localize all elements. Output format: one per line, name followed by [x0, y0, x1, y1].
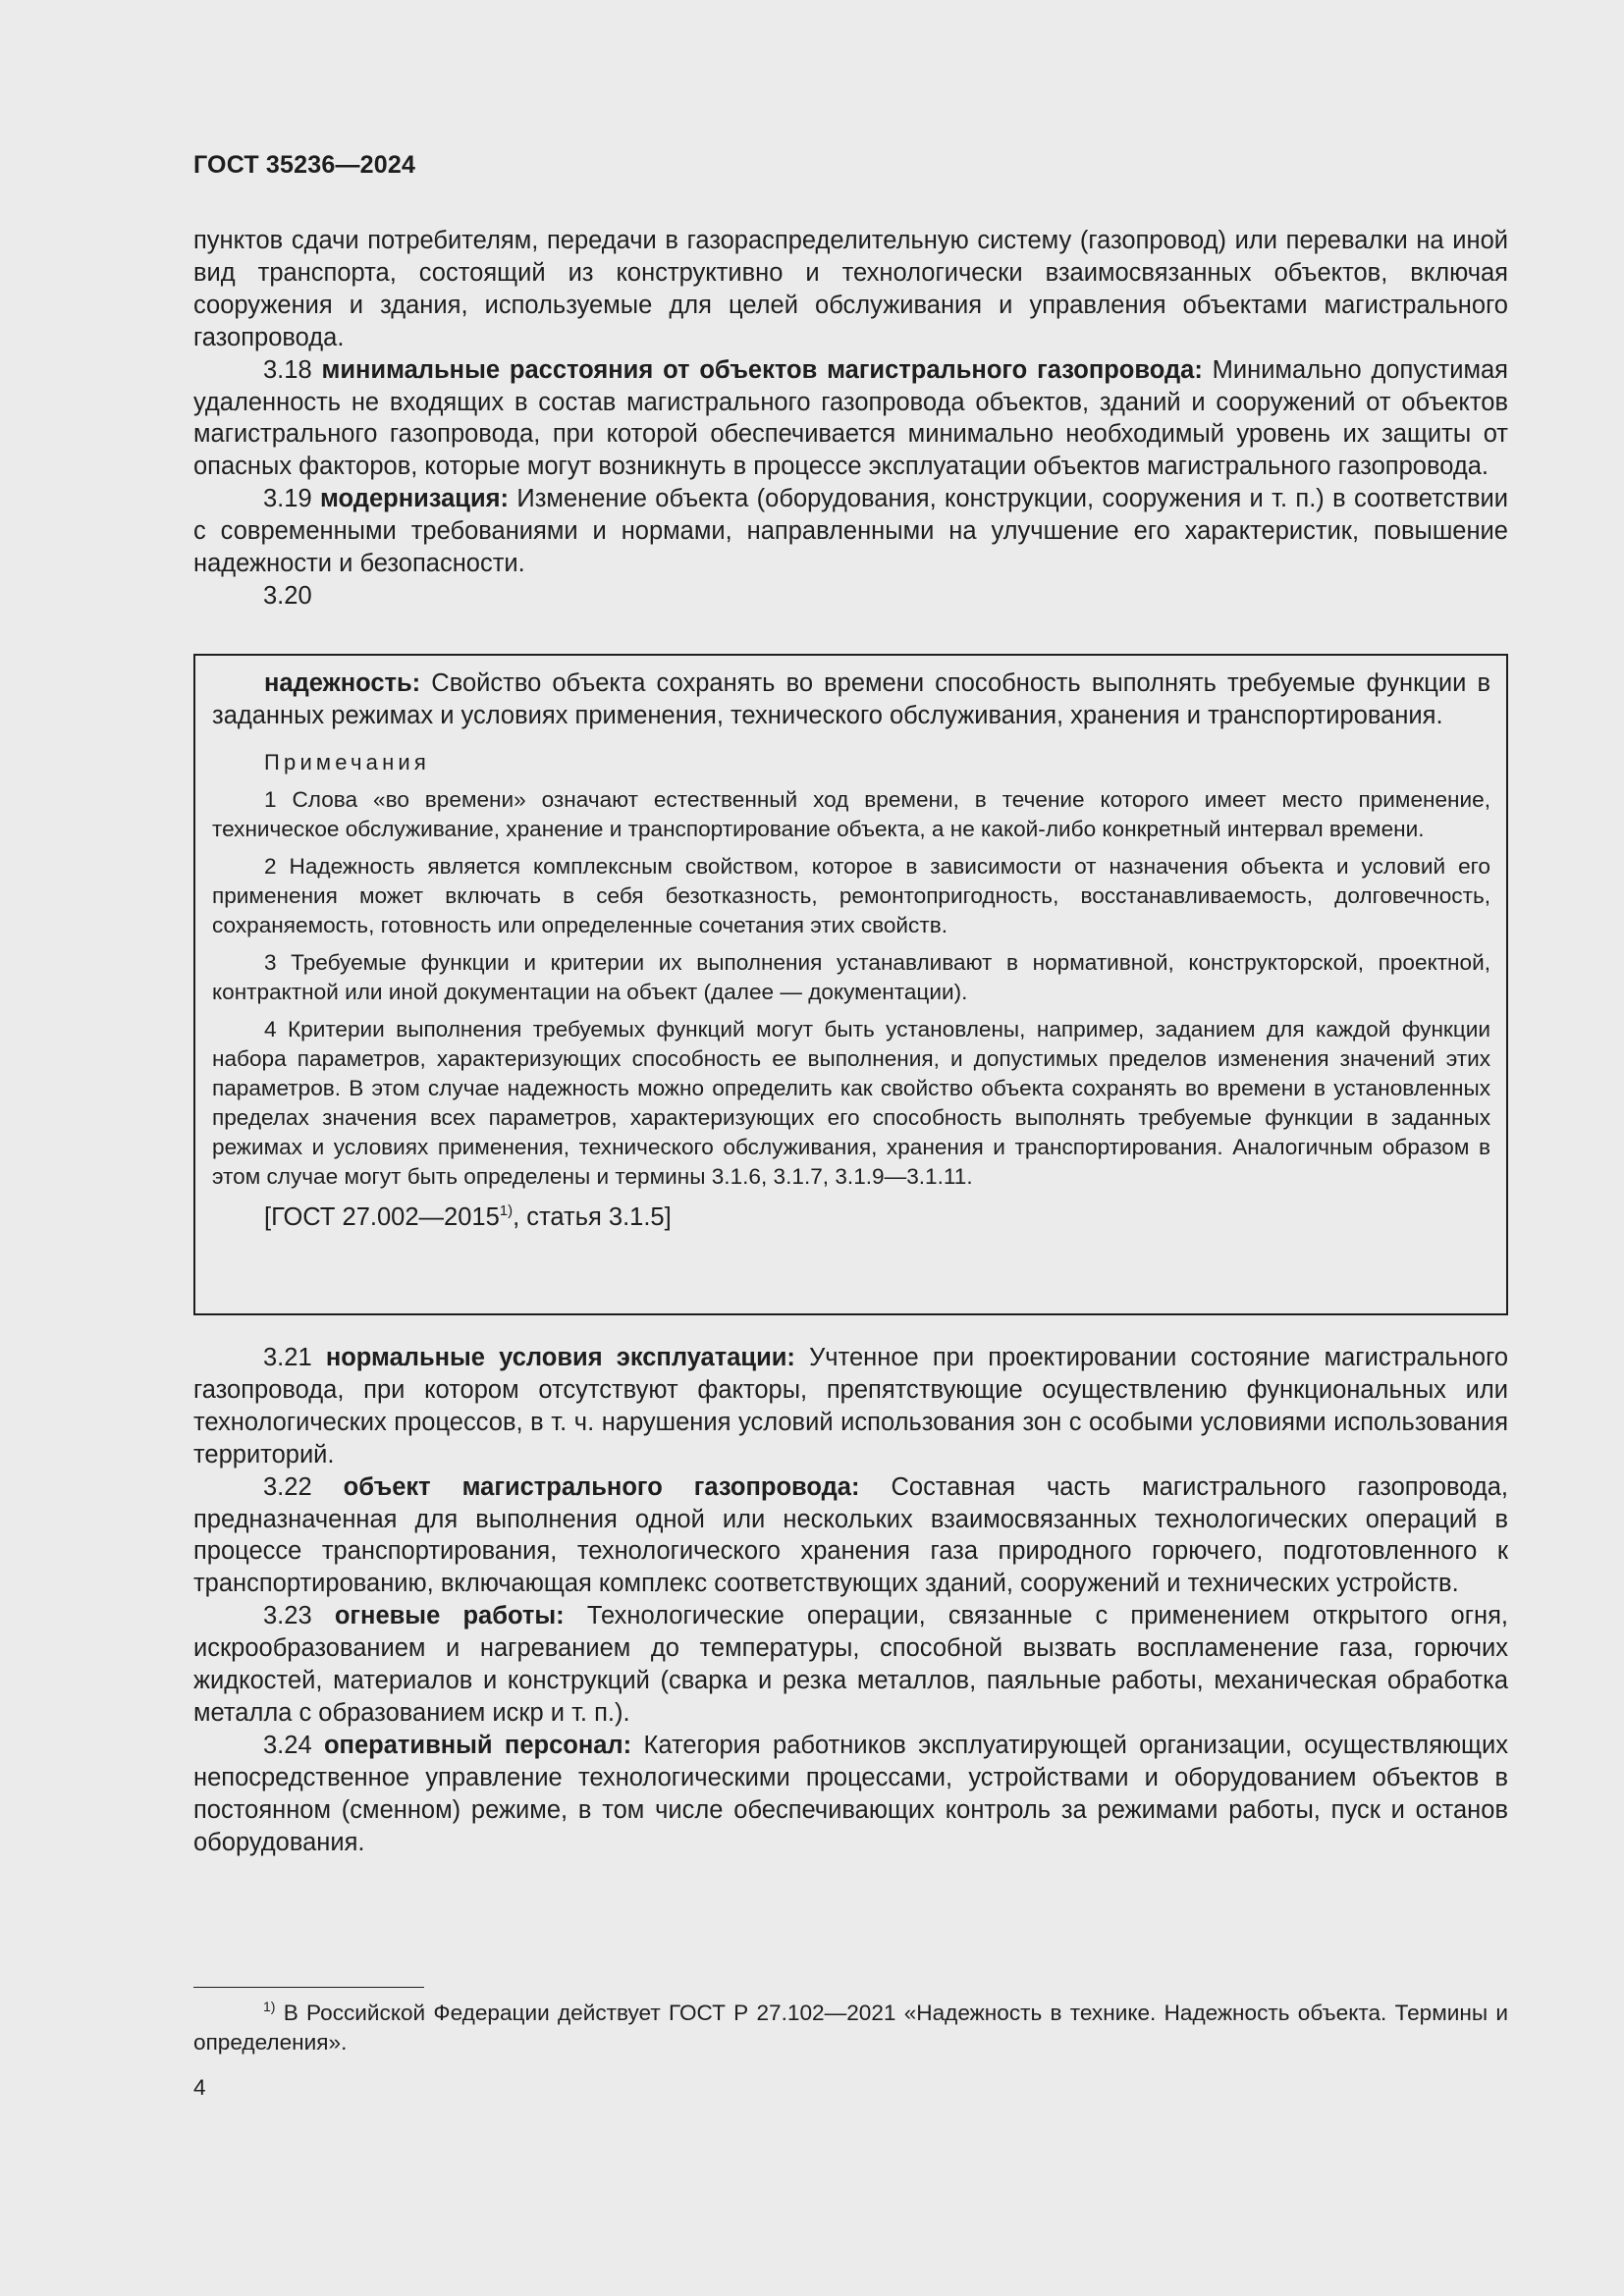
box-term: надежность: — [264, 669, 421, 697]
clause-3-20-number: 3.20 — [263, 581, 312, 610]
content-part-2 — [193, 1342, 1508, 1859]
source-reference — [212, 1201, 1490, 1233]
note-item: 3 Требуемые функции и критерии их выполнения устанавливают в нормативной, конструкторской, проектной, контрактной или иной документации на объект (далее — документации). — [212, 949, 1490, 1004]
definition-box-3-20 — [193, 654, 1508, 1315]
note-item: 1 Слова «во времени» означают естественный ход времени, в течение которого имеет место применение, техническое обслуживание, хранение и транспортирование объекта, а не какой-либо конкретный интервал времени. — [212, 786, 1490, 841]
source-text: [ГОСТ 27.002—2015 — [264, 1202, 500, 1231]
note-item: 4 Критерии выполнения требуемых функций могут быть установлены, например, заданием для каждой функции набора параметров, характеризующих способность ее выполнения, и допустимых пределов изменения значений этих параметров. В этом случае надежность можно определить как свойство объекта сохранять во времени в установленных пределах значения всех параметров, характеризующих его способность выполнять требуемые функции в заданных режимах и условиях применения, технического обслуживания, хранения и транспортирования. Аналогичным образом в этом случае могут быть определены и термины 3.1.6, 3.1.7, 3.1.9—3.1.11. — [212, 1016, 1490, 1189]
clause-number: 3.22 — [263, 1472, 312, 1501]
clause-definition: Минимально допустимая удаленность не входящих в состав магистрального газопровода объектов, зданий и сооружений от объектов магистрального газопровода, при которой обеспечивается минимально необходимый уровень их защиты от опасных факторов, которые могут возникнуть в процессе эксплуатации объектов магистрального газопровода. — [193, 355, 1508, 481]
clause-term: минимальные расстояния от объектов магистрального газопровода: — [321, 355, 1203, 384]
clause-definition: Учтенное при проектировании состояние магистрального газопровода, при котором отсутствуют факторы, препятствующие осуществлению функциональных или технологических процессов, в т. ч. нарушения условий использования зон с особыми условиями использования территорий. — [193, 1344, 1508, 1468]
clause-term: оперативный персонал: — [323, 1731, 632, 1759]
source-text-end: , статья 3.1.5] — [513, 1202, 672, 1231]
clause-number: 3.23 — [263, 1602, 312, 1630]
box-definition-text: Свойство объекта сохранять во времени способность выполнять требуемые функции в заданных режимах и условиях применения, технического обслуживания, хранения и транспортирования. — [212, 669, 1490, 729]
clause-3-21 — [193, 1342, 1508, 1471]
clause-term: нормальные условия эксплуатации: — [325, 1344, 795, 1371]
clause-term: модернизация: — [320, 485, 510, 513]
page-number: 4 — [193, 2075, 206, 2100]
document-header: ГОСТ 35236—2024 — [193, 151, 416, 179]
clause-number: 3.19 — [263, 485, 312, 513]
clause-definition: Технологические операции, связанные с применением открытого огня, искрообразованием и нагреванием до температуры, способной вызвать воспламенение газа, горючих жидкостей, материалов и конструкций (сварка и резка металлов, паяльные работы, механическая обработка металла с образованием искр и т. п.). — [193, 1602, 1508, 1727]
clause-term: огневые работы: — [334, 1602, 565, 1630]
clause-3-22 — [193, 1471, 1508, 1601]
clause-3-18 — [193, 354, 1508, 484]
clause-number: 3.21 — [263, 1344, 312, 1371]
clause-number: 3.24 — [263, 1731, 312, 1759]
clause-number: 3.18 — [263, 355, 312, 384]
footnote — [193, 1999, 1508, 2057]
clause-3-24 — [193, 1730, 1508, 1859]
clause-term: объект магистрального газопровода: — [343, 1472, 860, 1501]
paragraph-continuation: пунктов сдачи потребителям, передачи в газораспределительную систему (газопровод) или перевалки на иной вид транспорта, состоящий из конструктивно и технологически взаимосвязанных объектов, включая сооружения и здания, используемые для целей обслуживания и управления объектами магистрального газопровода. — [193, 227, 1508, 351]
content-part-1 — [193, 225, 1508, 613]
footnote-divider — [193, 1987, 424, 1988]
clause-definition: Категория работников эксплуатирующей организации, осуществляющих непосредственное управление технологическими процессами, устройствами и оборудованием объектов в постоянном (сменном) режиме, в том числе обеспечивающих контроль за режимами работы, пуск и останов оборудования. — [193, 1731, 1508, 1856]
note-item: 2 Надежность является комплексным свойством, которое в зависимости от назначения объекта и условий его применения может включать в себя безотказность, ремонтопригодность, восстанавливаемость, долговечность, сохраняемость, готовность или определенные сочетания этих свойств. — [212, 853, 1490, 937]
notes-heading: Примечания — [264, 749, 431, 774]
box-definition — [212, 667, 1490, 732]
clause-definition: Изменение объекта (оборудования, конструкции, сооружения и т. п.) в соответствии с современными требованиями и нормами, направленными на улучшение его характеристик, повышение надежности и безопасности. — [193, 485, 1508, 578]
footnote-text: В Российской Федерации действует ГОСТ Р 27.102—2021 «Надежность в технике. Надежность объекта. Термины и определения». — [193, 2001, 1508, 2055]
clause-3-23 — [193, 1600, 1508, 1730]
clause-definition: Составная часть магистрального газопровода, предназначенная для выполнения одной или нескольких взаимосвязанных технологических операций в процессе транспортирования, технологического хранения газа природного горючего, подготовленного к транспортированию, включающая комплекс соответствующих зданий, сооружений и технических устройств. — [193, 1472, 1508, 1598]
clause-3-19 — [193, 483, 1508, 580]
footnote-marker[interactable]: 1) — [499, 1201, 514, 1219]
footnote-number: 1) — [263, 1999, 276, 2014]
